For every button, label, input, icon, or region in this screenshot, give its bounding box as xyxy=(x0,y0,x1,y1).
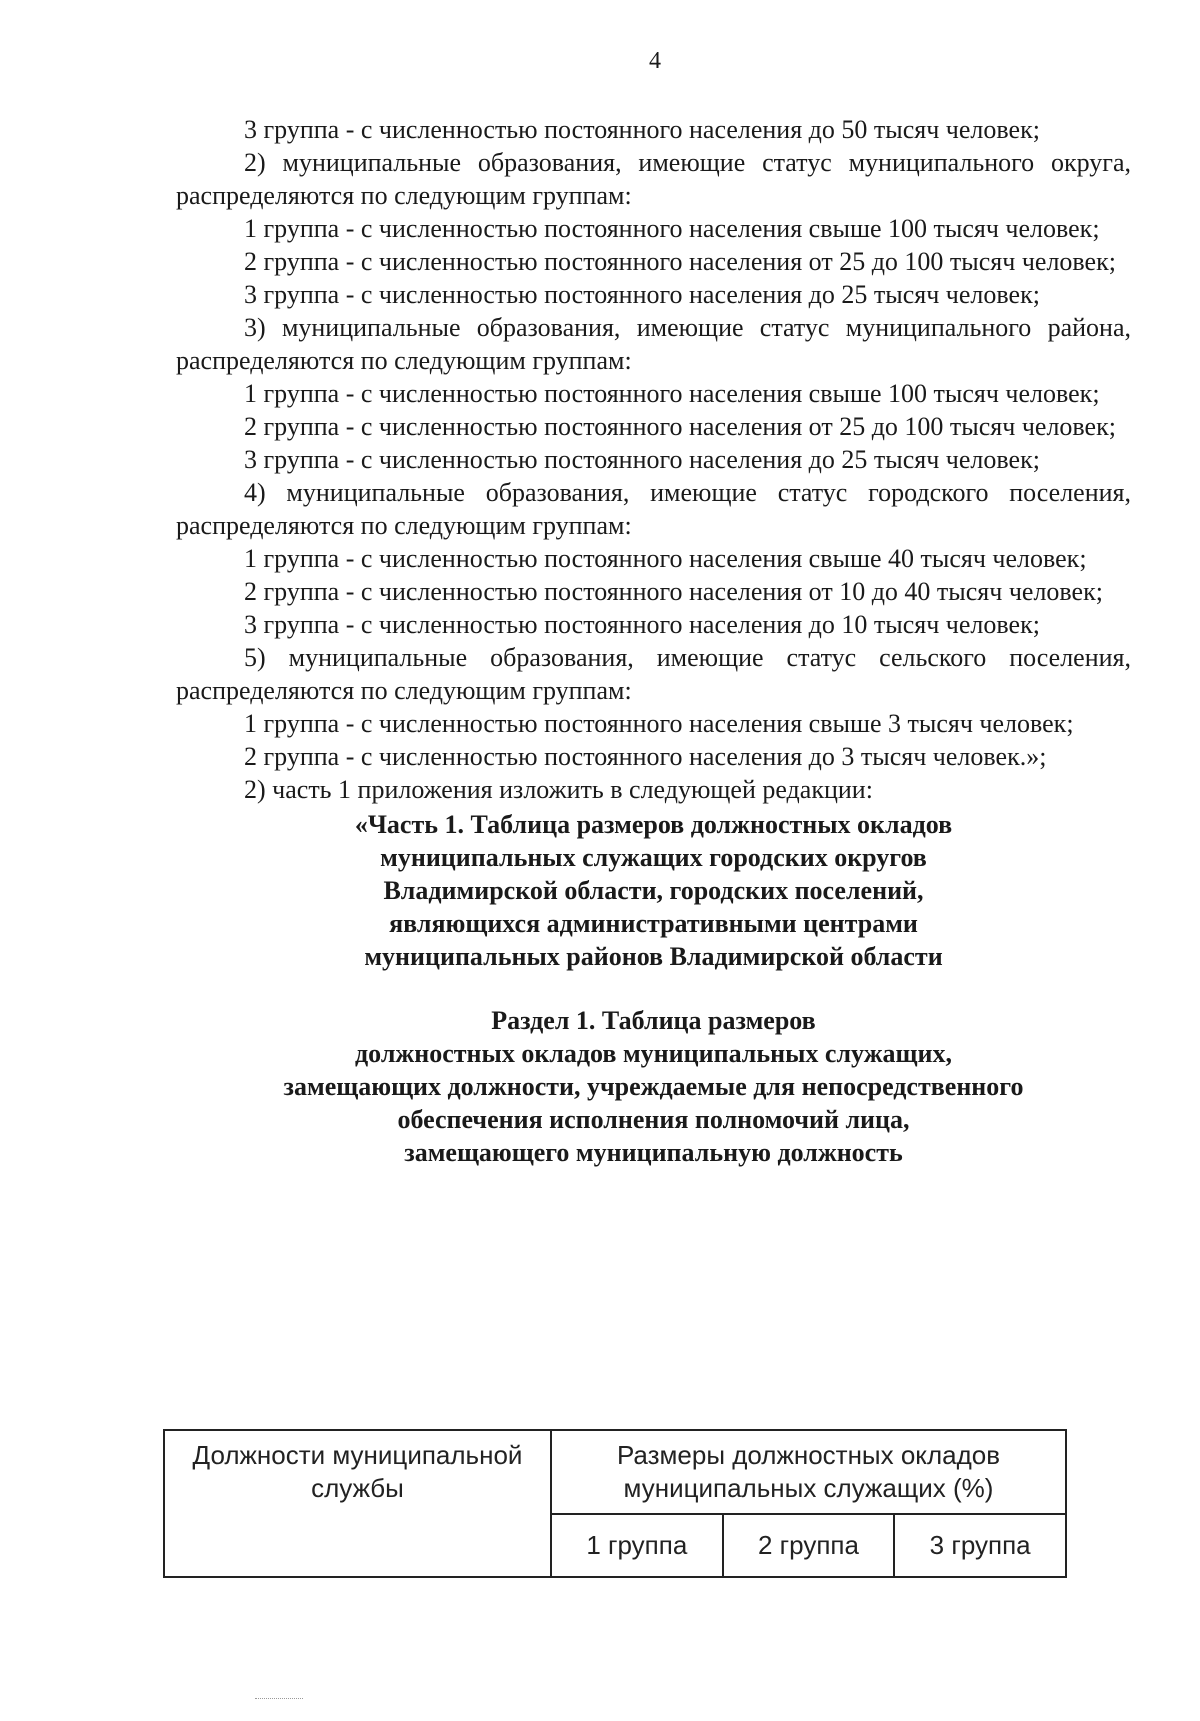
section-heading-line: должностных окладов муниципальных служащих, xyxy=(355,1039,952,1068)
section-heading-line: замещающих должности, учреждаемые для непосредственного xyxy=(283,1072,1024,1101)
paragraph: 2 группа - с численностью постоянного населения до 3 тысяч человек.»; xyxy=(244,742,1047,771)
paragraph: 2 группа - с численностью постоянного населения от 25 до 100 тысяч человек; xyxy=(244,412,1116,441)
part-heading-line: являющихся административными центрами xyxy=(389,909,918,938)
section-heading-line: обеспечения исполнения полномочий лица, xyxy=(397,1105,910,1134)
section-heading xyxy=(176,1004,1131,1169)
paragraph: 3 группа - с численностью постоянного населения до 25 тысяч человек; xyxy=(244,280,1040,309)
paragraph: 4) муниципальные образования, имеющие статус городского поселения, распределяются по следующим группам: xyxy=(176,478,1131,540)
page-number: 4 xyxy=(649,48,661,74)
salary-header-cell: Размеры должностных окладов муниципальных служащих (%) xyxy=(551,1430,1066,1514)
paragraph: 1 группа - с численностью постоянного населения свыше 100 тысяч человек; xyxy=(244,379,1100,408)
body-text xyxy=(176,113,1131,1169)
salary-table xyxy=(163,1429,1067,1578)
group-1-header: 1 группа xyxy=(551,1514,723,1577)
paragraph: 2) муниципальные образования, имеющие статус муниципального округа, распределяются по следующим группам: xyxy=(176,148,1131,210)
paragraph: 2 группа - с численностью постоянного населения от 25 до 100 тысяч человек; xyxy=(244,247,1116,276)
paragraph: 3) муниципальные образования, имеющие статус муниципального района, распределяются по следующим группам: xyxy=(176,313,1131,375)
part-heading-line: муниципальных служащих городских округов xyxy=(380,843,927,872)
paragraph: 3 группа - с численностью постоянного населения до 50 тысяч человек; xyxy=(244,115,1040,144)
paragraph: 2 группа - с численностью постоянного населения от 10 до 40 тысяч человек; xyxy=(244,577,1103,606)
part-heading-line: Владимирской области, городских поселений, xyxy=(383,876,924,905)
group-2-header: 2 группа xyxy=(723,1514,895,1577)
part-heading-line: «Часть 1. Таблица размеров должностных окладов xyxy=(354,810,953,839)
paragraph: 1 группа - с численностью постоянного населения свыше 40 тысяч человек; xyxy=(244,544,1087,573)
part-heading-line: муниципальных районов Владимирской области xyxy=(364,942,943,971)
part-heading xyxy=(176,808,1131,973)
section-heading-line: Раздел 1. Таблица размеров xyxy=(491,1006,816,1035)
paragraph: 1 группа - с численностью постоянного населения свыше 3 тысяч человек; xyxy=(244,709,1074,738)
section-heading-line: замещающего муниципальную должность xyxy=(404,1138,903,1167)
paragraph: 3 группа - с численностью постоянного населения до 10 тысяч человек; xyxy=(244,610,1040,639)
paragraph: 2) часть 1 приложения изложить в следующей редакции: xyxy=(244,775,873,804)
paragraph: 3 группа - с численностью постоянного населения до 25 тысяч человек; xyxy=(244,445,1040,474)
position-header-cell: Должности муниципальной службы xyxy=(164,1430,551,1577)
group-3-header: 3 группа xyxy=(894,1514,1066,1577)
table-header-row xyxy=(164,1430,1066,1514)
paragraph: 5) муниципальные образования, имеющие статус сельского поселения, распределяются по следующим группам: xyxy=(176,643,1131,705)
scan-artifact xyxy=(255,1698,303,1701)
paragraph: 1 группа - с численностью постоянного населения свыше 100 тысяч человек; xyxy=(244,214,1100,243)
